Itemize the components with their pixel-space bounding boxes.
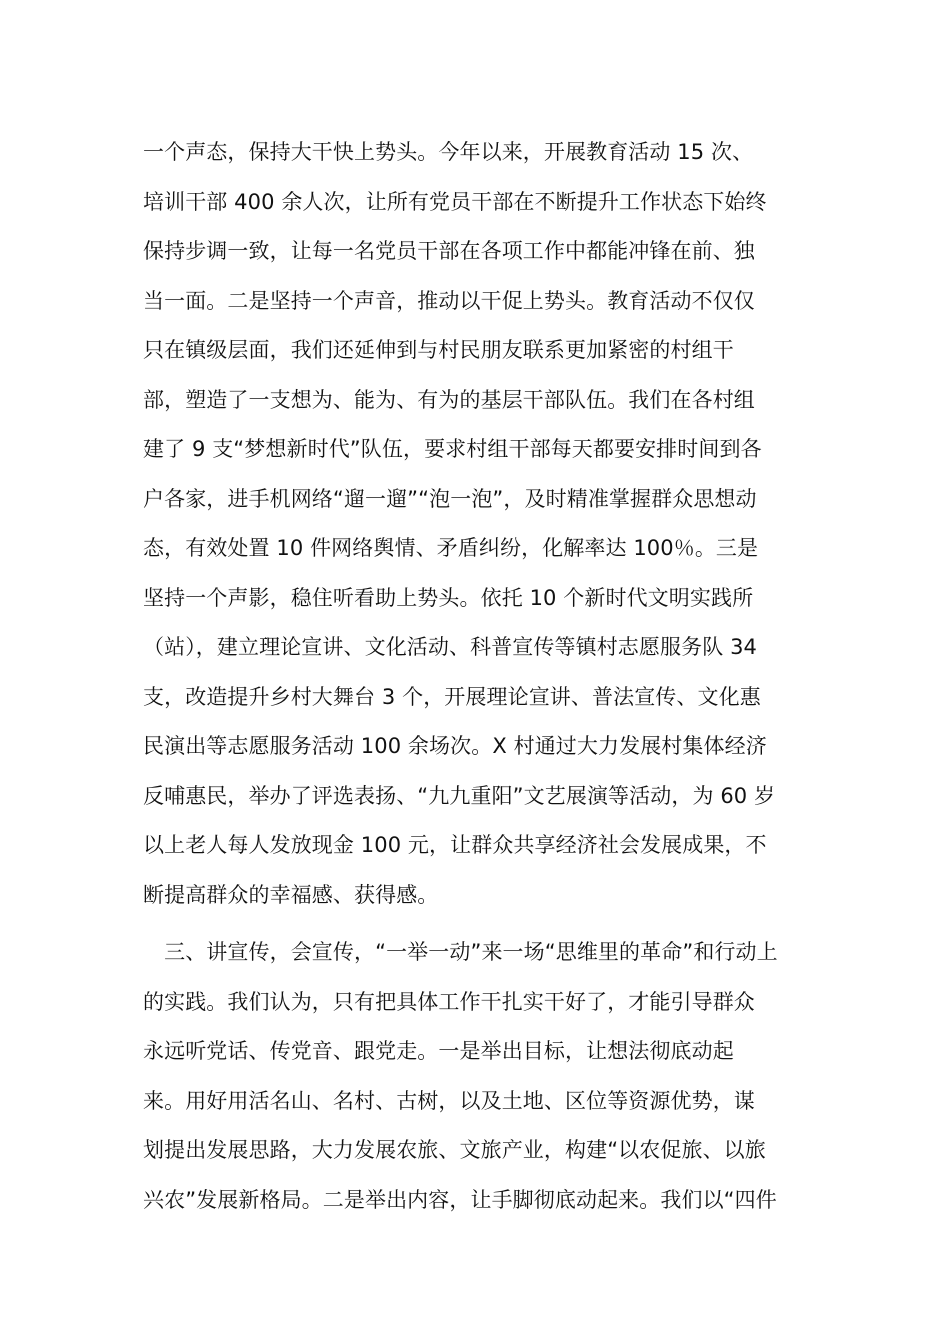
text-line: 永远听党话、传党音、跟党走。一是举出目标，让想法彻底动起 bbox=[143, 1039, 734, 1063]
paragraph-1 bbox=[143, 128, 813, 920]
text-line: 当一面。二是坚持一个声音，推动以干促上势头。教育活动不仅仅 bbox=[143, 288, 755, 313]
text-line: 户各家，进手机网络“遛一遛”“泡一泡”，及时精准掌握群众思想动 bbox=[143, 486, 757, 511]
text-line: 只在镇级层面，我们还延伸到与村民朋友联系更加紧密的村组干 bbox=[143, 338, 734, 362]
text-line: 三、讲宣传，会宣传，“一举一动”来一场“思维里的革命”和行动上 bbox=[143, 940, 778, 964]
text-line: 部，塑造了一支想为、能为、有为的基层干部队伍。我们在各村组 bbox=[143, 387, 755, 412]
text-line: 一个声态，保持大干快上势头。今年以来，开展教育活动 15 次、 bbox=[143, 140, 754, 164]
text-line: 的实践。我们认为，只有把具体工作干扎实干好了，才能引导群众 bbox=[143, 989, 755, 1014]
text-line: 民演出等志愿服务活动 100 余场次。X 村通过大力发展村集体经济 bbox=[143, 734, 767, 758]
text-line: 坚持一个声影，稳住听看助上势头。依托 10 个新时代文明实践所 bbox=[143, 585, 754, 610]
text-line: 态，有效处置 10 件网络舆情、矛盾纠纷，化解率达 100％。三是 bbox=[143, 536, 759, 560]
text-line: 支，改造提升乡村大舞台 3 个，开展理论宣讲、普法宣传、文化惠 bbox=[143, 684, 761, 709]
body-text bbox=[143, 128, 813, 1225]
text-line: 保持步调一致，让每一名党员干部在各项工作中都能冲锋在前、独 bbox=[143, 239, 755, 263]
paragraph-gap bbox=[143, 920, 813, 928]
text-line: 划提出发展思路，大力发展农旅、文旅产业，构建“以农促旅、以旅 bbox=[143, 1138, 766, 1162]
paragraph-2 bbox=[143, 928, 813, 1225]
text-line: 反哺惠民，举办了评选表扬、“九九重阳”文艺展演等活动，为 60 岁 bbox=[143, 783, 776, 808]
text-line: （站），建立理论宣讲、文化活动、科普宣传等镇村志愿服务队 34 bbox=[143, 635, 757, 659]
text-line: 来。用好用活名山、名村、古树，以及土地、区位等资源优势，谋 bbox=[143, 1088, 755, 1113]
text-line: 培训干部 400 余人次，让所有党员干部在不断提升工作状态下始终 bbox=[143, 189, 767, 214]
text-line: 断提高群众的幸福感、获得感。 bbox=[143, 882, 439, 907]
text-line: 建了 9 支“梦想新时代”队伍，要求村组干部每天都要安排时间到各 bbox=[143, 437, 762, 461]
text-line: 以上老人每人发放现金 100 元，让群众共享经济社会发展成果，不 bbox=[143, 833, 767, 857]
text-line: 兴农”发展新格局。二是举出内容，让手脚彻底动起来。我们以“四件 bbox=[143, 1187, 777, 1212]
